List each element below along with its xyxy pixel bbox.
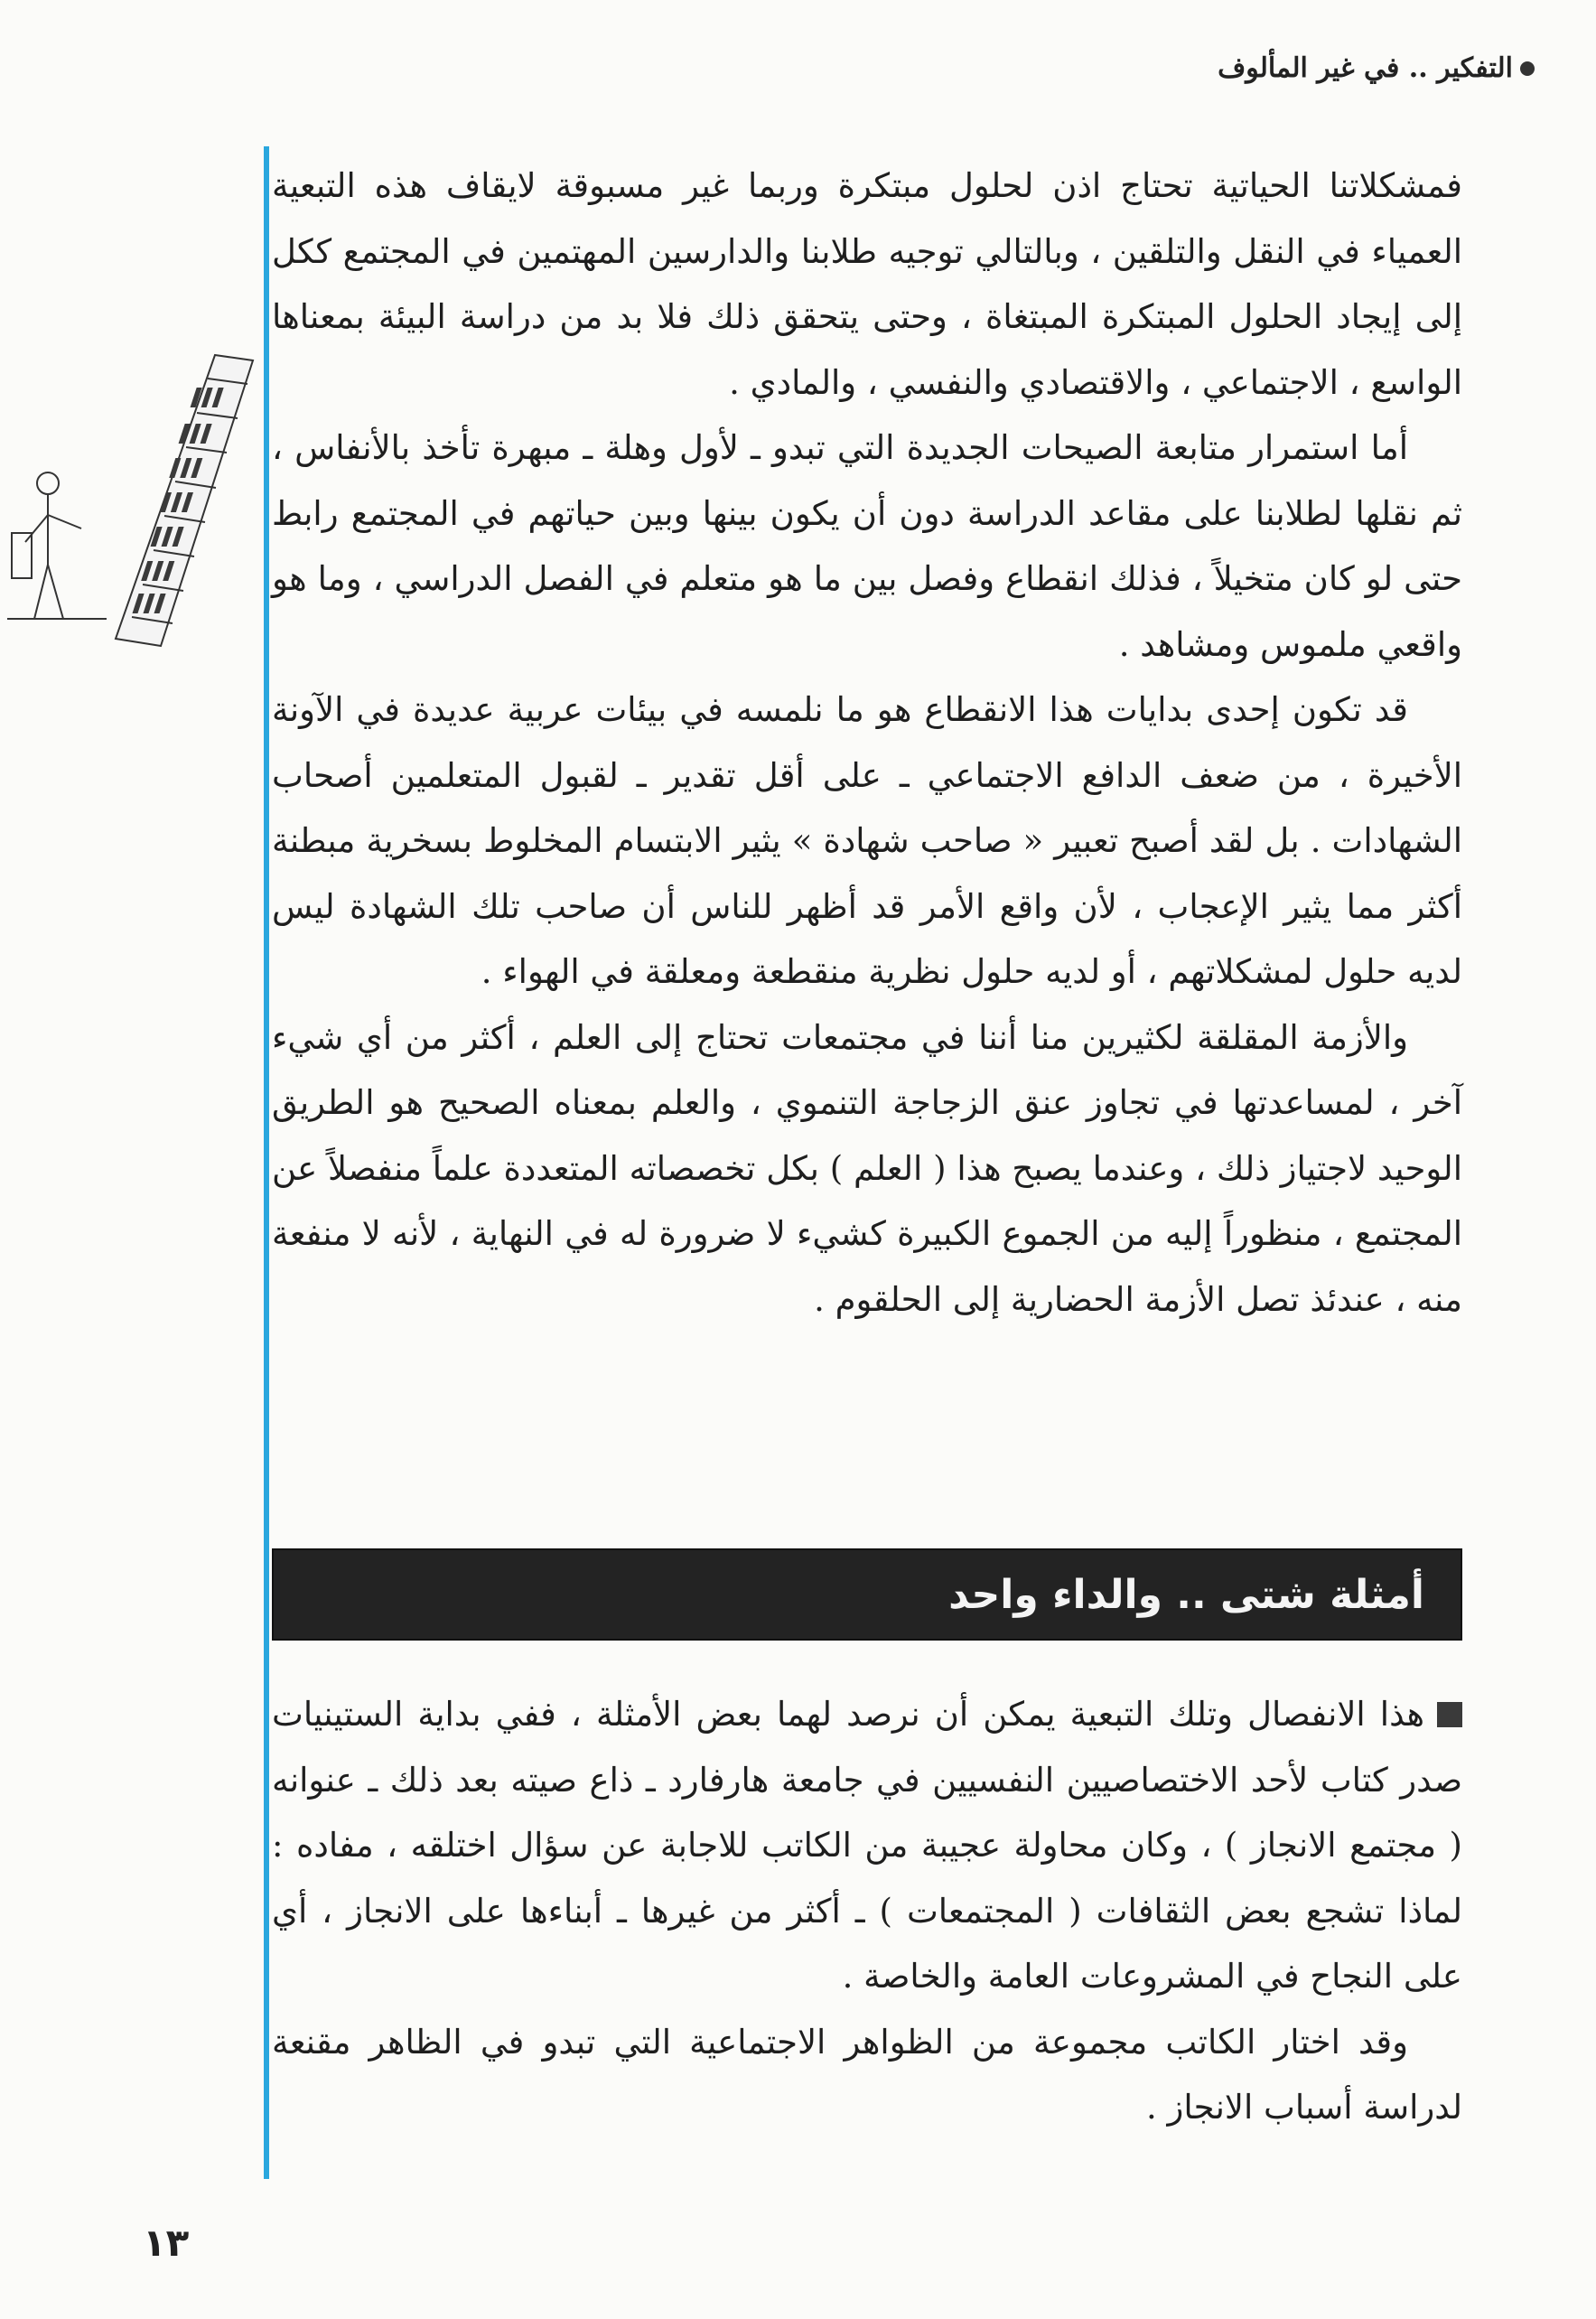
page-number: ١٣ [143,2221,190,2265]
leaning-tower-illustration-icon [7,348,260,655]
paragraph-text: هذا الانفصال وتلك التبعية يمكن أن نرصد لهما بعض الأمثلة ، ففي بداية الستينيات صدر كتاب لأحد الاختصاصيين النفسيين في جامعة هارفارد ـ ذاع صيته بعد ذلك ـ عنوانه ( مجتمع الانجاز ) ، وكان محاولة عجيبة من الكاتب للاجابة عن سؤال اختلقه ، مفاده : لماذا تشجع بعض الثقافات ( المجتمعات ) ـ أكثر من غيرها ـ أبناءها على الانجاز ، أي على النجاح في المشروعات العامة والخاصة . [272,1695,1462,1996]
bullet-dot-icon [1520,61,1535,76]
margin-rule [264,146,269,2179]
section-heading: أمثلة شتى .. والداء واحد [948,1571,1424,1618]
paragraph: فمشكلاتنا الحياتية تحتاج اذن لحلول مبتكرة وربما غير مسبوقة لايقاف هذه التبعية العمياء في النقل والتلقين ، وبالتالي توجيه طلابنا والدارسين المهتمين في المجتمع ككل إلى إيجاد الحلول المبتكرة المبتغاة ، وحتى يتحقق ذلك فلا بد من دراسة البيئة بمعناها الواسع ، الاجتماعي ، والاقتصادي والنفسي ، والمادي . [272,166,1462,402]
body-text-top [272,154,1462,1332]
section-heading-bar [272,1548,1462,1641]
paragraph: أما استمرار متابعة الصيحات الجديدة التي تبدو ـ لأول وهلة ـ مبهرة تأخذ بالأنفاس ، ثم نقلها لطلابنا على مقاعد الدراسة دون أن يكون بينها وبين حياتهم في المجتمع رابط حتى لو كان متخيلاً ، فذلك انقطاع وفصل بين ما هو متعلم في الفصل الدراسي ، وما هو واقعي ملموس ومشاهد . [272,428,1462,664]
square-bullet-icon [1437,1702,1462,1727]
paragraph: وقد اختار الكاتب مجموعة من الظواهر الاجتماعية التي تبدو في الظاهر مقنعة لدراسة أسباب الانجاز . [272,2022,1462,2127]
paragraph [272,1682,1462,2010]
body-text-bottom [272,1682,1462,2141]
paragraph: والأزمة المقلقة لكثيرين منا أننا في مجتمعات تحتاج إلى العلم ، أكثر من أي شيء آخر ، لمساعدتها في تجاوز عنق الزجاجة التنموي ، والعلم بمعناه الصحيح هو الطريق الوحيد لاجتياز ذلك ، وعندما يصبح هذا ( العلم ) بكل تخصصاته المتعددة علماً منفصلاً عن المجتمع ، منظوراً إليه من الجموع الكبيرة كشيء لا ضرورة له في النهاية ، لأنه لا منفعة منه ، عندئذ تصل الأزمة الحضارية إلى الحلقوم . [272,1017,1462,1319]
running-head-text: التفكير .. في غير المألوف [1218,52,1513,84]
paragraph: قد تكون إحدى بدايات هذا الانقطاع هو ما نلمسه في بيئات عربية عديدة في الآونة الأخيرة ، من ضعف الدافع الاجتماعي ـ على أقل تقدير ـ لقبول المتعلمين أصحاب الشهادات . بل لقد أصبح تعبير « صاحب شهادة » يثير الابتسام المخلوط بسخرية مبطنة أكثر مما يثير الإعجاب ، لأن واقع الأمر قد أظهر للناس أن صاحب تلك الشهادة ليس لديه حلول لمشكلاتهم ، أو لديه حلول نظرية منقطعة ومعلقة في الهواء . [272,690,1462,991]
running-head [1218,52,1535,84]
